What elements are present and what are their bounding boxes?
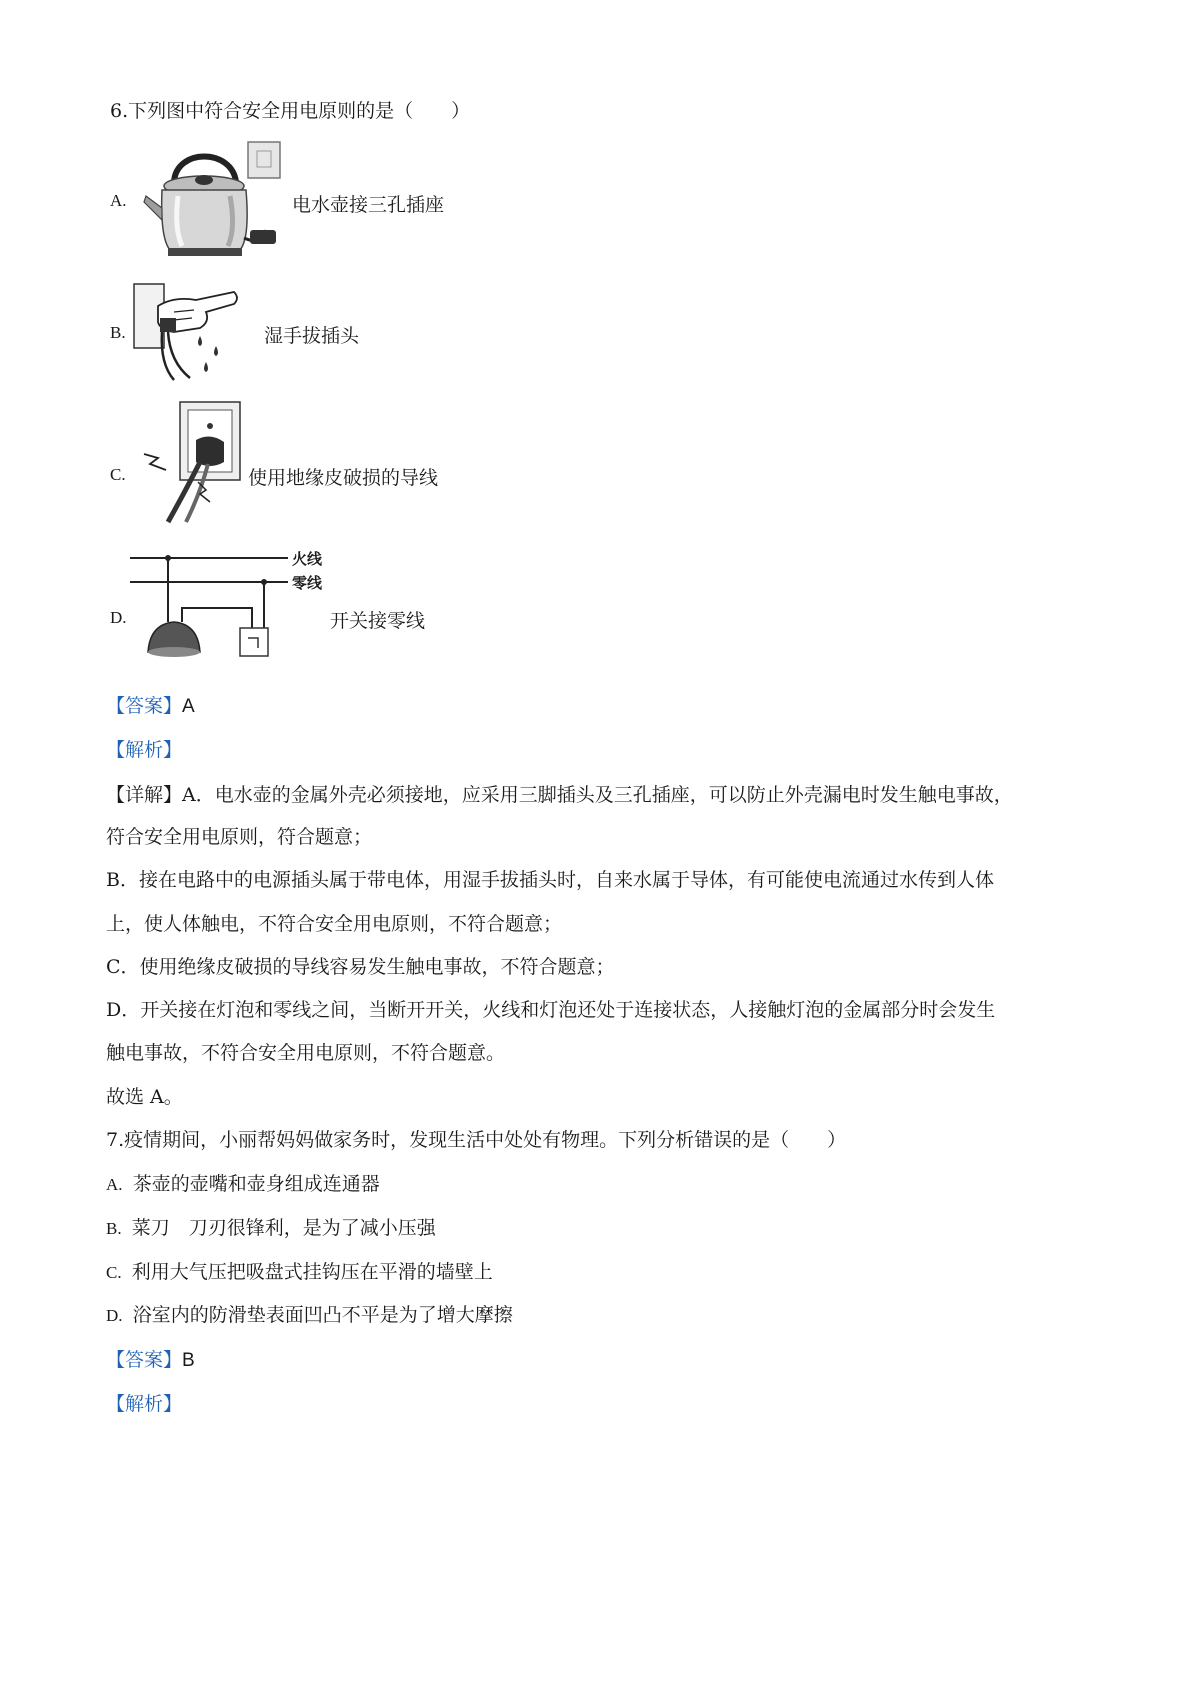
answer-6-value: A [182,696,195,717]
q7-option-c: C. 利用大气压把吸盘式挂钩压在平滑的墙壁上 [106,1261,493,1283]
detail-line-7: 触电事故，不符合安全用电原则，不符合题意。 [106,1042,506,1064]
detail-line-6: D．开关接在灯泡和零线之间，当断开开关，火线和灯泡还处于连接状态，人接触灯泡的金属部分时会发生 [106,999,996,1021]
answer-7-line: 【答案】B [106,1349,195,1371]
answer-7-tag: 答案 [125,1349,164,1371]
q7-option-b: B. 菜刀 刀刃很锋利，是为了减小压强 [106,1217,436,1239]
option-c-letter: C. [110,465,126,484]
option-d-letter: D. [110,608,127,627]
option-b-letter: B. [110,323,126,342]
q7-option-d: D. 浴室内的防滑垫表面凹凸不平是为了增大摩擦 [106,1304,513,1326]
answer-6-line: 【答案】A [106,695,195,717]
analysis-6-line: 【解析】 [106,739,183,761]
live-wire-label: 火线 [292,550,323,568]
q7-option-a: A. 茶壶的壶嘴和壶身组成连通器 [106,1173,380,1195]
detail-line-5: C．使用绝缘皮破损的导线容易发生触电事故，不符合题意； [106,956,615,978]
question-6-stem: 6.下列图中符合安全用电原则的是（ ） [110,100,471,122]
answer-7-value: B [182,1350,195,1371]
question-7-stem: 7.疫情期间，小丽帮妈妈做家务时，发现生活中处处有物理。下列分析错误的是（ ） [106,1129,847,1151]
detail-tag: 详解 [125,784,164,806]
detail-line-2: 符合安全用电原则，符合题意； [106,826,373,848]
answer-6-tag: 答案 [125,695,164,717]
detail-line-3: B．接在电路中的电源插头属于带电体，用湿手拔插头时，自来水属于导体，有可能使电流通过水传到人体 [106,869,994,891]
analysis-6-tag: 解析 [125,739,164,761]
option-a-letter: A. [110,191,127,210]
neutral-wire-label: 零线 [292,574,323,592]
detail-line-1: 【详解】A．电水壶的金属外壳必须接地，应采用三脚插头及三孔插座，可以防止外壳漏电时发生触电事故， [106,784,1013,806]
electric-kettle-icon [140,138,288,264]
detail-line-4: 上，使人体触电，不符合安全用电原则，不符合题意； [106,913,563,935]
option-b-text: 湿手拔插头 [264,325,360,347]
wet-hand-plug-icon [130,282,260,382]
damaged-wire-icon [140,400,246,524]
option-c-text: 使用地缘皮破损的导线 [248,467,439,489]
analysis-7-tag: 解析 [125,1393,164,1415]
analysis-7-line: 【解析】 [106,1393,183,1415]
option-d-text: 开关接零线 [330,610,426,632]
detail-line-8: 故选 A。 [106,1086,183,1108]
option-a-text: 电水壶接三孔插座 [292,194,445,216]
